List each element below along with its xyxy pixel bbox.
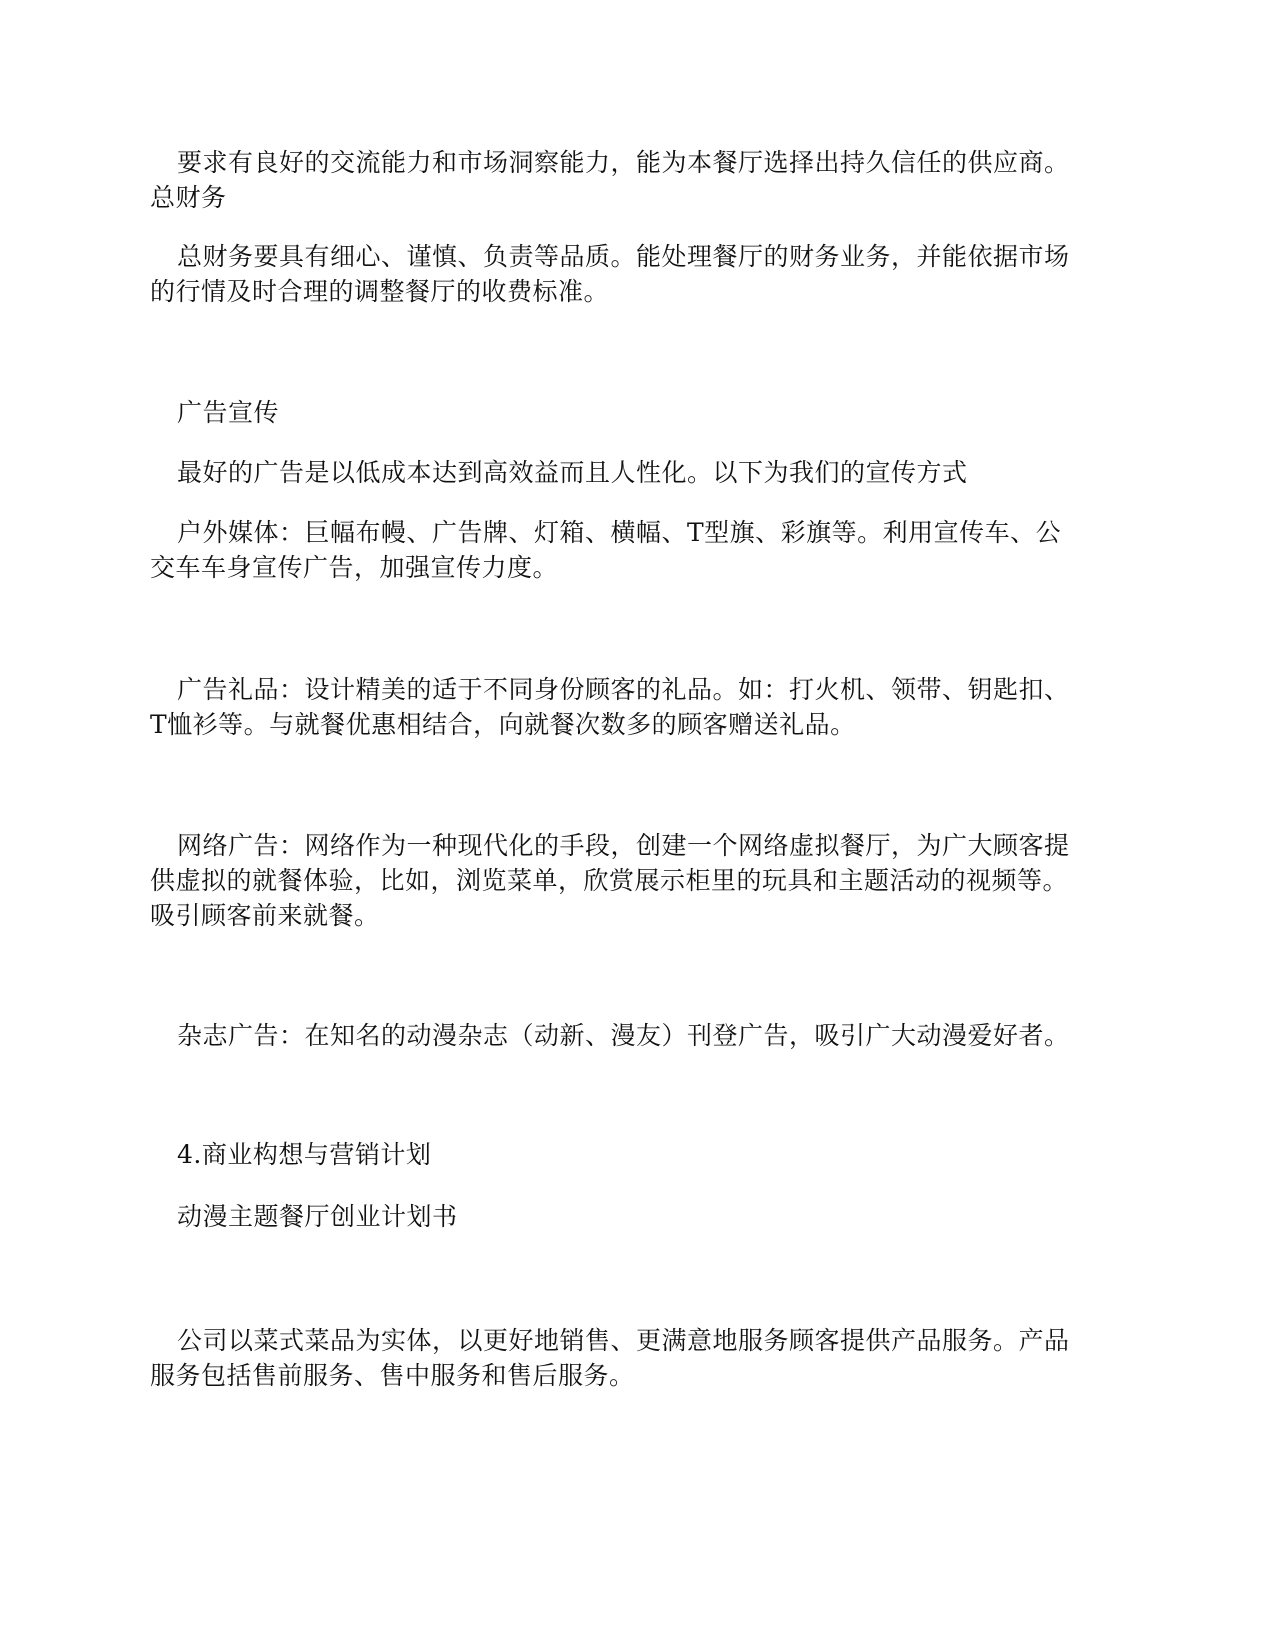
text-line: 交车车身宣传广告，加强宣传力度。 [150,553,559,582]
text-line: 总财务要具有细心、谨慎、负责等品质。能处理餐厅的财务业务，并能依据市场 [177,242,1070,271]
heading-finance [150,180,1130,215]
text-line: 总财务 [150,183,227,212]
text-line: T恤衫等。与就餐优惠相结合，向就餐次数多的顾客赠送礼品。 [150,710,856,739]
paragraph-supplier [150,145,1130,180]
text-line: 广告宣传 [177,398,280,427]
paragraph-ad-intro [150,455,1130,490]
text-line: 网络广告：网络作为一种现代化的手段，创建一个网络虚拟餐厅，为广大顾客提 [177,831,1070,860]
paragraph-finance [150,239,1130,309]
text-line: 户外媒体：巨幅布幔、广告牌、灯箱、横幅、T型旗、彩旗等。利用宣传车、公 [177,518,1062,547]
text-line: 的行情及时合理的调整餐厅的收费标准。 [150,277,610,306]
paragraph-magazine [150,1018,1130,1053]
text-line: 动漫主题餐厅创业计划书 [177,1202,458,1231]
text-line: 公司以菜式菜品为实体，以更好地销售、更满意地服务顾客提供产品服务。产品 [177,1326,1070,1355]
paragraph-gifts [150,672,1130,742]
section-heading-4 [150,1137,1130,1172]
text-line: 吸引顾客前来就餐。 [150,901,380,930]
text-line: 杂志广告：在知名的动漫杂志（动新、漫友）刊登广告，吸引广大动漫爱好者。 [177,1021,1070,1050]
text-line: 广告礼品：设计精美的适于不同身份顾客的礼品。如：打火机、领带、钥匙扣、 [177,675,1070,704]
plan-title [150,1199,1130,1234]
paragraph-internet [150,828,1130,933]
text-line: 4.商业构想与营销计划 [177,1140,432,1169]
heading-ad [150,395,1130,430]
paragraph-service [150,1323,1130,1393]
text-line: 服务包括售前服务、售中服务和售后服务。 [150,1361,635,1390]
text-line: 供虚拟的就餐体验，比如，浏览菜单，欣赏展示柜里的玩具和主题活动的视频等。 [150,866,1069,895]
paragraph-outdoor [150,515,1130,585]
text-line: 要求有良好的交流能力和市场洞察能力，能为本餐厅选择出持久信任的供应商。 [177,148,1070,177]
text-line: 最好的广告是以低成本达到高效益而且人性化。以下为我们的宣传方式 [177,458,968,487]
